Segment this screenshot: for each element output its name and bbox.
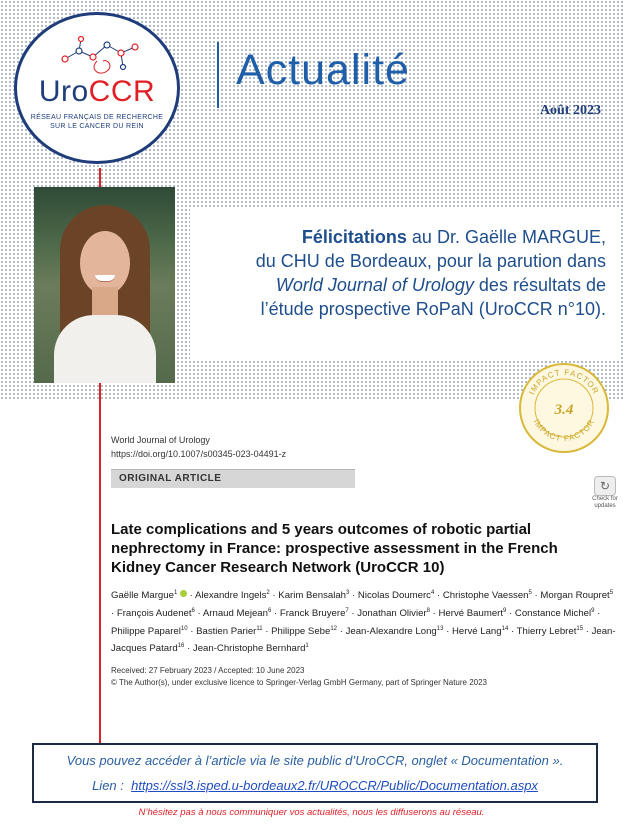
author-affiliation: 14 <box>501 625 509 632</box>
article-title: Late complications and 5 years outcomes of robotic partial nephrectomy in France: prospective assessment in the French Kidney Cancer Research Network (UroCCR 10) <box>111 521 558 576</box>
author-affiliation: 11 <box>256 625 263 632</box>
footer-note: N’hésitez pas à nous communiquer vos actualités, nous les diffuserons au réseau. <box>138 807 485 818</box>
author-affiliation: 8 <box>426 607 430 614</box>
seal-top-text: IMPACT FACTOR <box>527 367 601 397</box>
uroccr-logo <box>14 12 180 164</box>
check-updates-badge: ↻ Check for updates <box>590 476 620 510</box>
documentation-link[interactable]: https://ssl3.isped.u-bordeaux2.fr/UROCCR/Public/Documentation.aspx <box>131 778 538 793</box>
author-name: Jean-Alexandre Long <box>345 625 437 637</box>
author-name: Christophe Vaessen <box>442 590 529 602</box>
author-affiliation: 1 <box>305 643 309 650</box>
refresh-icon: ↻ <box>594 476 616 496</box>
title-separator <box>217 42 219 108</box>
link-row: Lien : https://ssl3.isped.u-bordeaux2.fr/UROCCR/Public/Documentation.aspx <box>92 778 538 793</box>
received-dates: Received: 27 February 2023 / Accepted: 10 June 2023 <box>111 666 305 675</box>
issue-date: Août 2023 <box>539 103 601 118</box>
author-affiliation: 12 <box>330 625 338 632</box>
access-info-box <box>32 743 598 803</box>
author-list: Gaëlle Margue$^1$ · Alexandre Ingels$^2$ · Karim Bensalah$^3$ · Nicolas Doumerc$^4$ · Christophe Vaessen$^5$ · Morgan Roupret$^5$ · François Audenet$^6$ · Arnaud Mejean$^6$ · Franck Bruyere$^7$ · Jonathan Olivier$^8$ · Hervé Baumert$^9$ · Constance Michel$^9$ · Philippe Paparel$^{10}$ · Bastien Parier$^{11}$ · Philippe Sebe$^{12}$ · Jean-Alexandre Long$^{13}$ · Hervé Lang$^{14}$ · Thierry Lebret$^{15}$ · Jean-Jacques Patard$^{16}$ · Jean-Christophe Bernhard$^1$ <box>111 590 616 655</box>
article-doi: https://doi.org/10.1007/s00345-023-04491-z <box>111 449 287 459</box>
author-name: Jonathan Olivier <box>357 607 427 619</box>
author-name: Philippe Paparel <box>111 625 181 637</box>
author-name: Hervé Lang <box>452 625 502 637</box>
impact-factor-value: 3.4 <box>554 402 574 418</box>
molecule-icon <box>57 31 147 79</box>
author-name: Arnaud Mejean <box>202 607 268 619</box>
author-affiliation: 6 <box>191 607 195 614</box>
author-affiliation: 15 <box>576 625 584 632</box>
author-affiliation: 16 <box>177 643 185 650</box>
copyright-line: © The Author(s), under exclusive licence to Springer-Verlag GmbH Germany, part of Springer Nature 2023 <box>111 678 487 687</box>
orcid-icon <box>180 590 187 597</box>
section-bar: ORIGINAL ARTICLE <box>111 469 355 488</box>
logo-tagline: RÉSEAU FRANÇAIS DE RECHERCHE SUR LE CANCER DU REIN <box>30 114 164 130</box>
author-affiliation: 2 <box>266 590 270 596</box>
portrait-photo <box>34 187 175 383</box>
author-affiliation: 13 <box>436 625 444 632</box>
author-name: François Audenet <box>116 607 192 619</box>
author-affiliation: 9 <box>591 607 595 614</box>
article-excerpt <box>0 400 623 740</box>
author-affiliation: 1 <box>173 590 178 596</box>
author-affiliation: 9 <box>503 607 507 614</box>
author-name: Karim Bensalah <box>278 590 347 602</box>
author-name: Jean-Christophe Bernhard <box>192 643 306 655</box>
congratulations-text: Félicitations au Dr. Gaëlle MARGUE, du CHU de Bordeaux, pour la parution dans World Journal of Urology des résultats de l’étude prospective RoPaN (UroCCR n°10). <box>255 227 606 319</box>
author-affiliation: 5 <box>609 590 614 596</box>
author-name: Hervé Baumert <box>438 607 504 619</box>
seal-bottom-text: IMPACT FACTOR <box>531 417 597 444</box>
author-affiliation: 6 <box>267 607 272 614</box>
author-name: Alexandre Ingels <box>194 590 267 602</box>
logo-wordmark: UroCCR <box>38 75 156 108</box>
author-affiliation: 10 <box>180 625 188 632</box>
author-name: Morgan Roupret <box>540 590 610 602</box>
congratulations-box <box>190 207 620 361</box>
journal-name: World Journal of Urology <box>111 435 210 445</box>
author-affiliation: 5 <box>528 590 532 596</box>
page-title: Actualité <box>236 46 410 94</box>
author-affiliation: 3 <box>346 590 350 596</box>
author-name: Constance Michel <box>514 607 592 619</box>
author-name: Bastien Parier <box>196 625 257 637</box>
author-name: Philippe Sebe <box>271 625 331 637</box>
author-name: Nicolas Doumerc <box>357 590 431 602</box>
author-name: Gaëlle Margue <box>111 590 174 602</box>
author-name: Franck Bruyere <box>279 607 346 619</box>
access-text: Vous pouvez accéder à l’article via le site public d’UroCCR, onglet « Documentation ». <box>66 753 564 768</box>
author-affiliation: 7 <box>345 607 349 614</box>
author-affiliation: 4 <box>430 590 435 596</box>
author-name: Jean-Jacques Patard <box>111 625 616 655</box>
author-name: Thierry Lebret <box>516 625 577 637</box>
